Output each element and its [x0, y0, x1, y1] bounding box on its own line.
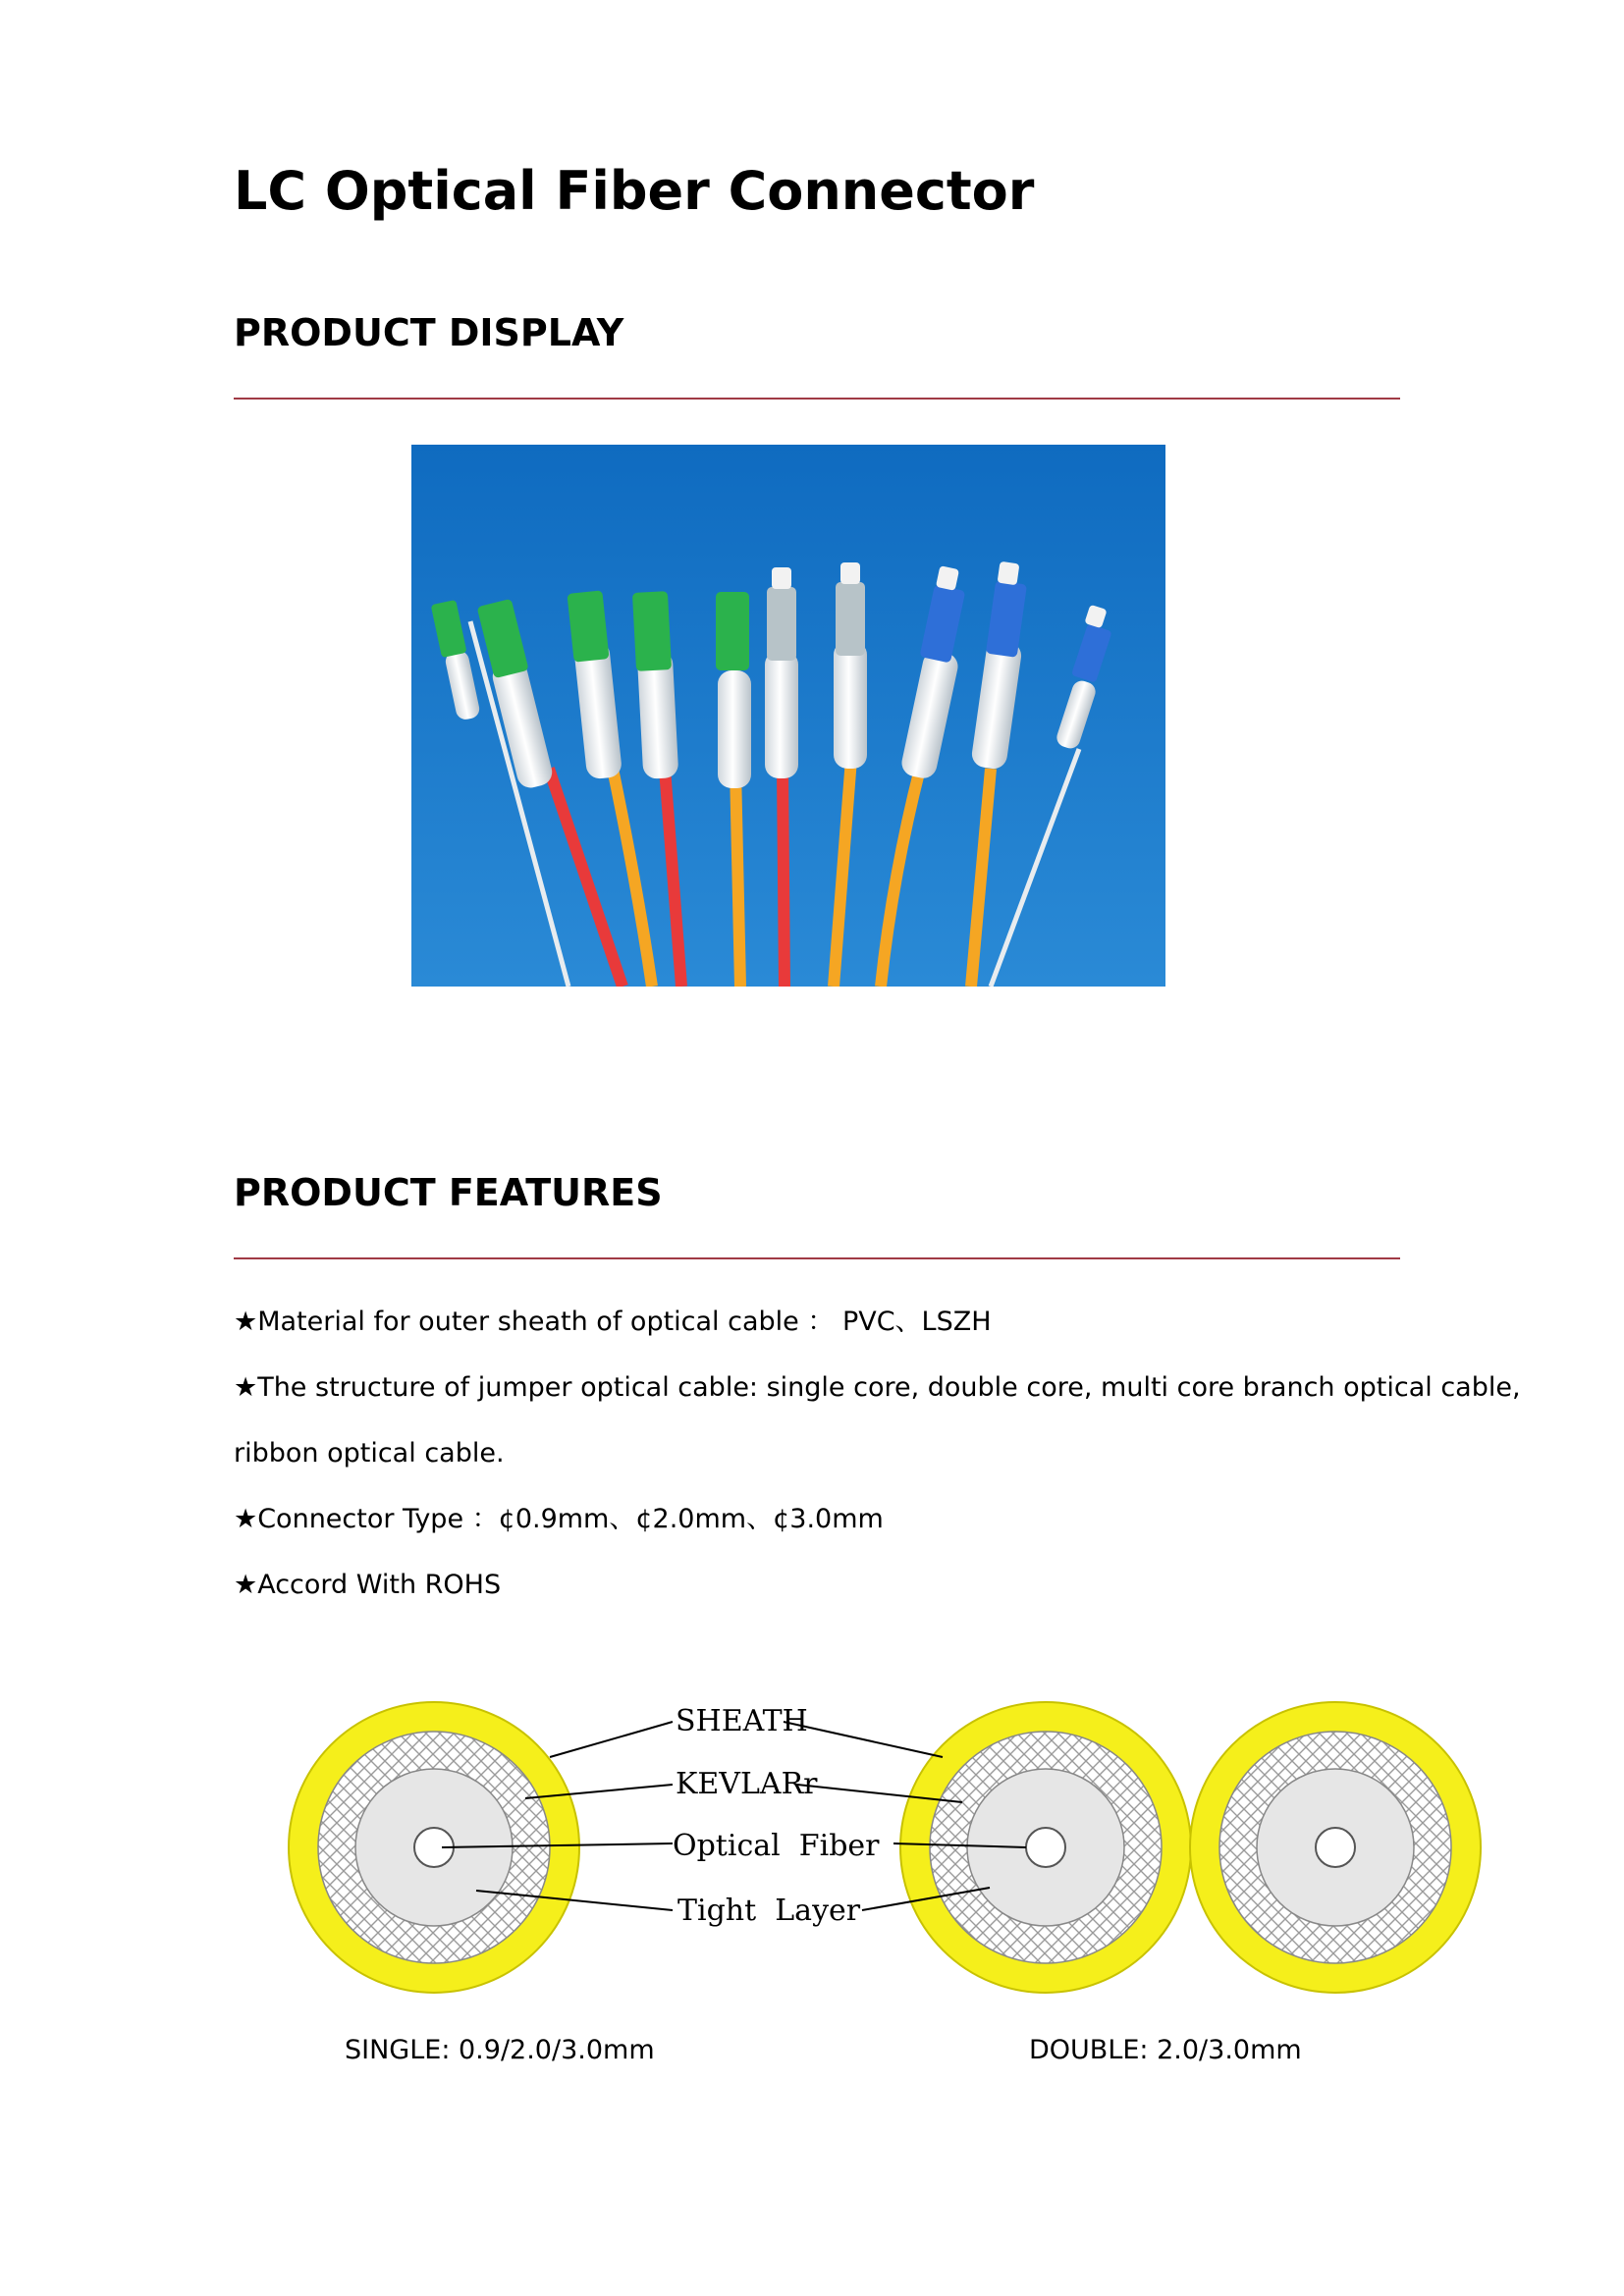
callout-optical-fiber: Optical Fiber [673, 1829, 880, 1863]
feature-item: ★The structure of jumper optical cable: single core, double core, multi core branch optical cable, [234, 1372, 1521, 1403]
feature-item: ribbon optical cable. [234, 1438, 505, 1468]
optical-fiber [1026, 1828, 1065, 1867]
caption-single: SINGLE: 0.9/2.0/3.0mm [345, 2035, 655, 2065]
feature-item: ★Material for outer sheath of optical cable ： PVC、LSZH [234, 1307, 992, 1337]
product-photo [411, 445, 1165, 987]
callout-tight-layer: Tight Layer [677, 1894, 861, 1928]
caption-double: DOUBLE: 2.0/3.0mm [1029, 2035, 1302, 2065]
section-heading-product-display: PRODUCT DISPLAY [234, 311, 624, 354]
section-divider [234, 1257, 1400, 1259]
single-cable-cross-section [289, 1702, 579, 1993]
page-title: LC Optical Fiber Connector [234, 160, 1035, 222]
section-heading-product-features: PRODUCT FEATURES [234, 1171, 663, 1214]
callout-kevlar: KEVLARr [676, 1767, 818, 1801]
feature-item: ★Accord With ROHS [234, 1570, 502, 1600]
cable-cross-section-diagram [275, 1679, 1492, 2002]
callout-sheath: SHEATH [676, 1704, 808, 1738]
optical-fiber [1316, 1828, 1355, 1867]
double-cable-cross-section [900, 1702, 1481, 1993]
feature-item: ★Connector Type ：¢0.9mm、¢2.0mm、¢3.0mm [234, 1504, 884, 1534]
section-divider [234, 398, 1400, 400]
